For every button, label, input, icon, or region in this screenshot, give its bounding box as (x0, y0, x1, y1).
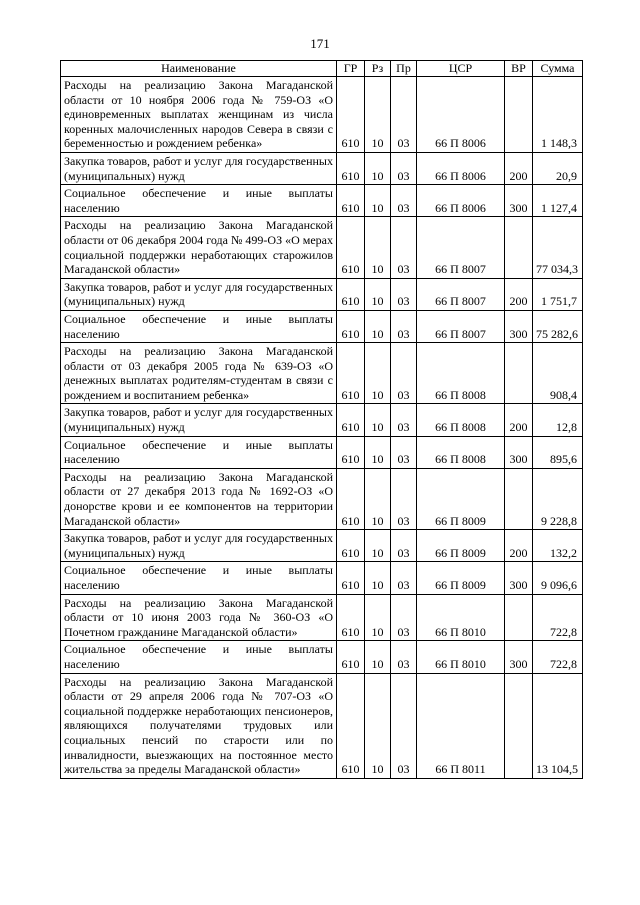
cell-pr: 03 (391, 673, 417, 778)
table-row (61, 594, 583, 641)
cell-csr: 66 П 8007 (417, 310, 505, 342)
cell-vr: 300 (505, 185, 533, 217)
cell-vr: 200 (505, 404, 533, 436)
cell-rz: 10 (365, 641, 391, 673)
cell-rz: 10 (365, 185, 391, 217)
cell-pr: 03 (391, 77, 417, 153)
cell-pr: 03 (391, 530, 417, 562)
cell-gr: 610 (337, 217, 365, 278)
cell-csr: 66 П 8009 (417, 530, 505, 562)
cell-sum: 1 751,7 (533, 278, 583, 310)
header-sum: Сумма (533, 61, 583, 77)
cell-name: Расходы на реализацию Закона Магаданской области от 10 июня 2003 года № 360-ОЗ «О Почетном гражданине Магаданской области» (61, 594, 337, 641)
cell-gr: 610 (337, 673, 365, 778)
table-row (61, 278, 583, 310)
table-row (61, 436, 583, 468)
cell-pr: 03 (391, 152, 417, 184)
cell-rz: 10 (365, 404, 391, 436)
cell-name: Социальное обеспечение и иные выплаты населению (61, 310, 337, 342)
cell-sum: 12,8 (533, 404, 583, 436)
table-row (61, 77, 583, 153)
cell-gr: 610 (337, 77, 365, 153)
cell-pr: 03 (391, 278, 417, 310)
cell-vr: 300 (505, 436, 533, 468)
cell-sum: 132,2 (533, 530, 583, 562)
cell-gr: 610 (337, 343, 365, 404)
cell-vr (505, 343, 533, 404)
budget-table (60, 60, 583, 779)
cell-vr: 200 (505, 530, 533, 562)
cell-name: Социальное обеспечение и иные выплаты населению (61, 185, 337, 217)
cell-vr: 200 (505, 152, 533, 184)
cell-sum: 1 148,3 (533, 77, 583, 153)
cell-vr: 300 (505, 562, 533, 594)
cell-csr: 66 П 8008 (417, 404, 505, 436)
cell-vr (505, 468, 533, 529)
cell-pr: 03 (391, 310, 417, 342)
cell-sum: 908,4 (533, 343, 583, 404)
cell-gr: 610 (337, 530, 365, 562)
cell-gr: 610 (337, 468, 365, 529)
cell-csr: 66 П 8011 (417, 673, 505, 778)
cell-csr: 66 П 8008 (417, 343, 505, 404)
cell-vr: 300 (505, 310, 533, 342)
cell-rz: 10 (365, 562, 391, 594)
table-row (61, 562, 583, 594)
cell-sum: 895,6 (533, 436, 583, 468)
cell-rz: 10 (365, 310, 391, 342)
table-row (61, 185, 583, 217)
cell-name: Закупка товаров, работ и услуг для государственных (муниципальных) нужд (61, 404, 337, 436)
cell-name: Социальное обеспечение и иные выплаты населению (61, 436, 337, 468)
table-row (61, 310, 583, 342)
table-row (61, 152, 583, 184)
cell-name: Расходы на реализацию Закона Магаданской области от 03 декабря 2005 года № 639-ОЗ «О денежных выплатах родителям-студентам в связи с рождением и воспитанием ребенка» (61, 343, 337, 404)
cell-csr: 66 П 8009 (417, 468, 505, 529)
cell-rz: 10 (365, 278, 391, 310)
cell-csr: 66 П 8006 (417, 77, 505, 153)
cell-csr: 66 П 8007 (417, 217, 505, 278)
cell-sum: 75 282,6 (533, 310, 583, 342)
cell-gr: 610 (337, 436, 365, 468)
cell-sum: 1 127,4 (533, 185, 583, 217)
cell-pr: 03 (391, 185, 417, 217)
cell-name: Закупка товаров, работ и услуг для государственных (муниципальных) нужд (61, 278, 337, 310)
cell-vr: 300 (505, 641, 533, 673)
cell-rz: 10 (365, 468, 391, 529)
cell-name: Закупка товаров, работ и услуг для государственных (муниципальных) нужд (61, 152, 337, 184)
cell-pr: 03 (391, 562, 417, 594)
cell-name: Расходы на реализацию Закона Магаданской области от 29 апреля 2006 года № 707-ОЗ «О социальной поддержке неработающих пенсионеров, являющихся получателями трудовых или социальных пенсий по старости или по инвалидности, выезжающих на постоянное место жительства за пределы Магаданской области» (61, 673, 337, 778)
cell-gr: 610 (337, 152, 365, 184)
cell-gr: 610 (337, 278, 365, 310)
header-name: Наименование (61, 61, 337, 77)
cell-gr: 610 (337, 185, 365, 217)
cell-name: Социальное обеспечение и иные выплаты населению (61, 641, 337, 673)
header-vr: ВР (505, 61, 533, 77)
cell-gr: 610 (337, 310, 365, 342)
cell-sum: 77 034,3 (533, 217, 583, 278)
table-row (61, 468, 583, 529)
cell-pr: 03 (391, 217, 417, 278)
cell-pr: 03 (391, 436, 417, 468)
cell-csr: 66 П 8006 (417, 152, 505, 184)
cell-pr: 03 (391, 404, 417, 436)
cell-pr: 03 (391, 594, 417, 641)
header-pr: Пр (391, 61, 417, 77)
table-row (61, 217, 583, 278)
cell-rz: 10 (365, 343, 391, 404)
header-rz: Рз (365, 61, 391, 77)
cell-csr: 66 П 8010 (417, 594, 505, 641)
cell-csr: 66 П 8009 (417, 562, 505, 594)
cell-csr: 66 П 8007 (417, 278, 505, 310)
cell-csr: 66 П 8008 (417, 436, 505, 468)
cell-pr: 03 (391, 641, 417, 673)
cell-gr: 610 (337, 404, 365, 436)
cell-vr (505, 594, 533, 641)
cell-gr: 610 (337, 641, 365, 673)
cell-gr: 610 (337, 562, 365, 594)
header-csr: ЦСР (417, 61, 505, 77)
cell-rz: 10 (365, 673, 391, 778)
cell-rz: 10 (365, 152, 391, 184)
cell-sum: 20,9 (533, 152, 583, 184)
cell-csr: 66 П 8006 (417, 185, 505, 217)
cell-name: Расходы на реализацию Закона Магаданской области от 10 ноября 2006 года № 759-ОЗ «О единовременных выплатах женщинам из числа коренных малочисленных народов Севера в связи с беременностью и рождением ребенка» (61, 77, 337, 153)
cell-name: Закупка товаров, работ и услуг для государственных (муниципальных) нужд (61, 530, 337, 562)
page-number: 171 (310, 36, 330, 51)
cell-vr (505, 673, 533, 778)
cell-pr: 03 (391, 343, 417, 404)
cell-rz: 10 (365, 77, 391, 153)
cell-pr: 03 (391, 468, 417, 529)
cell-rz: 10 (365, 217, 391, 278)
cell-name: Социальное обеспечение и иные выплаты населению (61, 562, 337, 594)
header-gr: ГР (337, 61, 365, 77)
cell-sum: 722,8 (533, 594, 583, 641)
cell-vr (505, 217, 533, 278)
cell-rz: 10 (365, 436, 391, 468)
table-row (61, 530, 583, 562)
table-row (61, 641, 583, 673)
cell-name: Расходы на реализацию Закона Магаданской области от 27 декабря 2013 года № 1692-ОЗ «О донорстве крови и ее компонентов на территории Магаданской области» (61, 468, 337, 529)
cell-vr: 200 (505, 278, 533, 310)
table-header-row (61, 61, 583, 77)
cell-sum: 9 096,6 (533, 562, 583, 594)
cell-name: Расходы на реализацию Закона Магаданской области от 06 декабря 2004 года № 499-ОЗ «О мерах социальной поддержки неработающих старожилов Магаданской области» (61, 217, 337, 278)
cell-vr (505, 77, 533, 153)
cell-sum: 722,8 (533, 641, 583, 673)
cell-csr: 66 П 8010 (417, 641, 505, 673)
table-row (61, 343, 583, 404)
cell-sum: 13 104,5 (533, 673, 583, 778)
cell-sum: 9 228,8 (533, 468, 583, 529)
table-row (61, 404, 583, 436)
cell-rz: 10 (365, 594, 391, 641)
table-row (61, 673, 583, 778)
cell-rz: 10 (365, 530, 391, 562)
cell-gr: 610 (337, 594, 365, 641)
